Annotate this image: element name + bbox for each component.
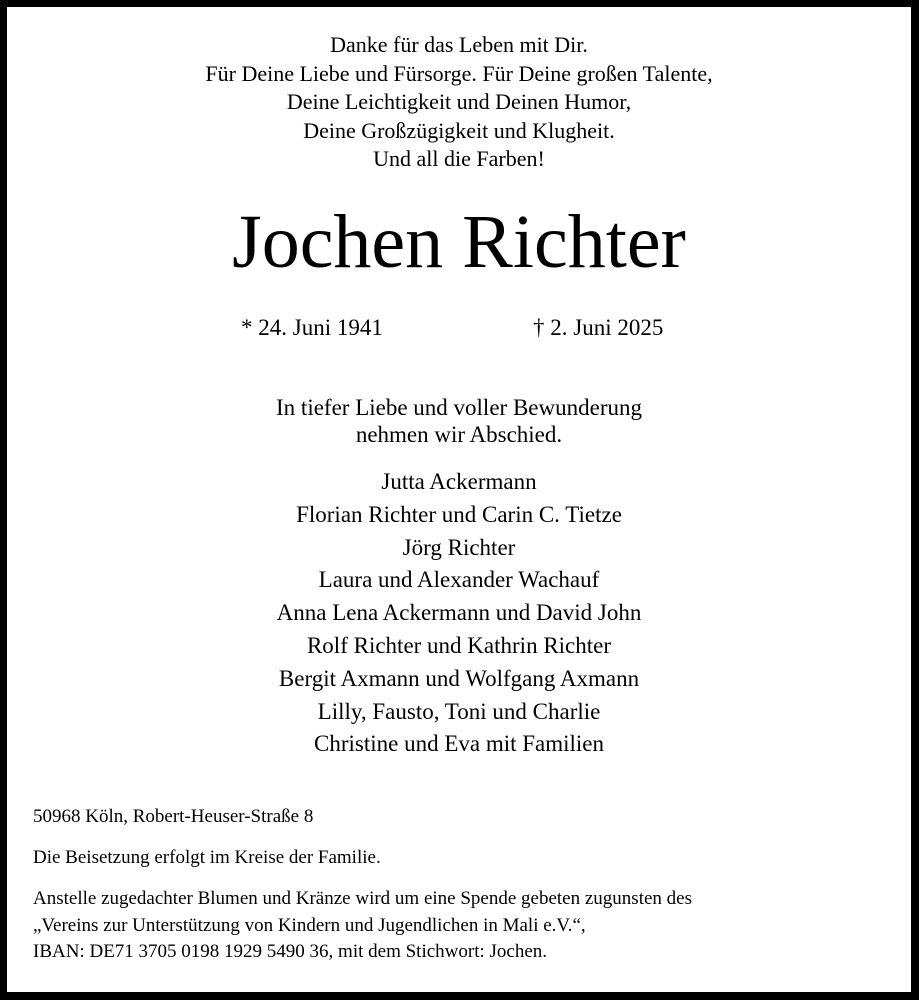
burial-note: Die Beisetzung erfolgt im Kreise der Familie. [33, 847, 381, 868]
obituary-notice [7, 7, 911, 992]
verse-line: Deine Leichtigkeit und Deinen Humor, [286, 89, 632, 114]
verse-line: Für Deine Liebe und Fürsorge. Für Deine großen Talente, [205, 60, 713, 86]
farewell-text [7, 395, 911, 448]
memorial-verse [7, 31, 911, 174]
mourner-item: Christine und Eva mit Familien [313, 731, 605, 757]
mourner-item: Jörg Richter [402, 534, 516, 560]
verse-line: Und all die Farben! [373, 146, 545, 171]
mourner-item: Bergit Axmann und Wolfgang Axmann [278, 665, 640, 691]
mourner-item: Laura und Alexander Wachauf [318, 567, 600, 593]
donation-line: Anstelle zugedachter Blumen und Kränze wird um eine Spende gebeten zugunsten des [33, 888, 692, 909]
farewell-line: In tiefer Liebe und voller Bewunderung [276, 395, 642, 420]
mourner-item: Anna Lena Ackermann und David John [276, 600, 642, 626]
family-address: 50968 Köln, Robert-Heuser-Straße 8 [33, 806, 314, 827]
mourners-list [7, 466, 911, 761]
mourner-item: Lilly, Fausto, Toni und Charlie [317, 698, 601, 724]
deceased-name: Jochen Richter [232, 200, 686, 284]
verse-line: Deine Großzügigkeit und Klugheit. [303, 117, 615, 143]
mourner-item: Jutta Ackermann [381, 469, 537, 494]
mourner-item: Florian Richter und Carin C. Tietze [296, 501, 622, 527]
mourner-item: Rolf Richter und Kathrin Richter [306, 632, 612, 658]
donation-note [33, 886, 885, 966]
verse-line: Danke für das Leben mit Dir. [330, 32, 588, 57]
donation-line: „Vereins zur Unterstützung von Kindern und Jugendlichen in Mali e.V.“, [33, 914, 586, 936]
donation-iban-line: IBAN: DE71 3705 0198 1929 5490 36, mit dem Stichwort: Jochen. [33, 941, 548, 962]
farewell-line: nehmen wir Abschied. [355, 421, 563, 447]
birth-date: * 24. Juni 1941 [241, 315, 383, 340]
death-date: † 2. Juni 2025 [533, 315, 664, 340]
